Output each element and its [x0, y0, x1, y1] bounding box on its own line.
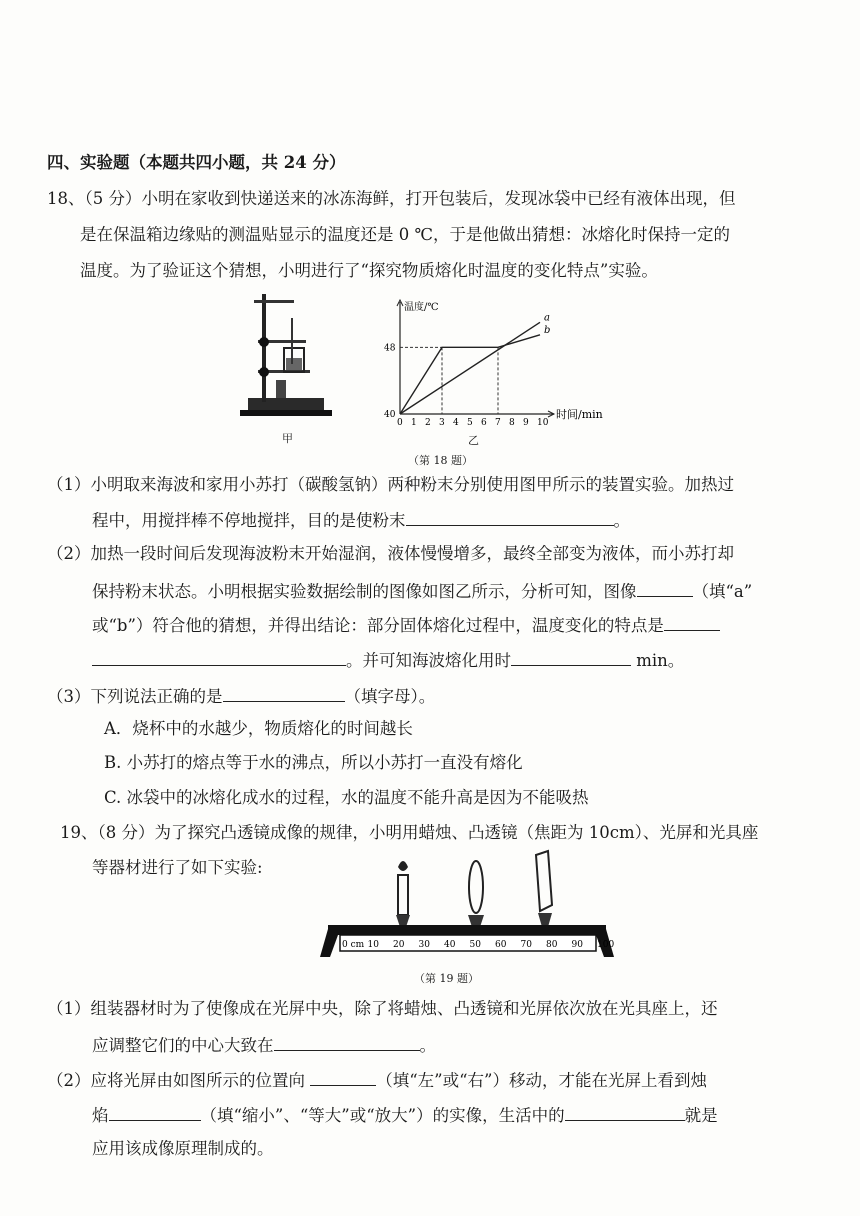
q19-caption: （第 19 题）	[414, 972, 479, 985]
ruler-label: 100	[597, 940, 614, 950]
answer-blank-8[interactable]	[310, 1069, 376, 1086]
q18-part2-line1: （2）加热一段时间后发现海波粉末开始湿润，液体慢慢增多，最终全部变为液体，而小苏打却	[47, 544, 734, 563]
q19-part2-line2: 焰 （填“缩小”、“等大”或“放大”）的实像，生活中的 就是	[92, 1106, 718, 1125]
x-tick-label: 7	[495, 418, 501, 428]
x-tick-label: 9	[523, 418, 529, 428]
q19-part2-line1: （2）应将光屏由如图所示的位置向 （填“左”或“右”）移动，才能在光屏上看到烛	[47, 1071, 707, 1090]
section-heading: 四、实验题（本题共四小题，共 24 分）	[47, 153, 346, 172]
x-tick-label: 8	[509, 418, 515, 428]
q19-part1-line1: （1）组装器材时为了使像成在光屏中央，除了将蜡烛、凸透镜和光屏依次放在光具座上，还	[47, 999, 718, 1018]
answer-blank-1[interactable]	[406, 509, 614, 526]
y-axis-label: 温度/℃	[404, 302, 439, 313]
y-tick-label: 48	[384, 343, 396, 354]
q18-part2-line2: 保持粉末状态。小明根据实验数据绘制的图像如图乙所示，分析可知，图像 （填“a”	[92, 582, 753, 601]
q18-part1-line1: （1）小明取来海波和家用小苏打（碳酸氢钠）两种粉末分别使用图甲所示的装置实验。加热过	[47, 475, 734, 494]
candle-icon	[398, 875, 408, 915]
fig-jia-label: 甲	[282, 432, 293, 445]
answer-blank-3[interactable]	[664, 614, 720, 631]
x-tick-label: 1	[411, 418, 417, 428]
x-tick-label: 4	[453, 418, 459, 428]
q18-line-1: 18、（5 分）小明在家收到快递送来的冰冻海鲜，打开包装后，发现冰袋中已经有液体出现，但	[47, 189, 736, 208]
answer-blank-9[interactable]	[109, 1104, 201, 1121]
x-tick-label: 6	[481, 418, 487, 428]
ruler-label: 0 cm	[342, 940, 365, 950]
series-label-a: a	[544, 312, 550, 324]
series-label-b: b	[544, 324, 551, 336]
option-b: B. 小苏打的熔点等于水的沸点，所以小苏打一直没有熔化	[104, 753, 523, 772]
x-tick-label: 0	[397, 418, 403, 428]
ruler-label: 70	[520, 940, 532, 950]
ruler-label: 40	[444, 940, 456, 950]
q18-part2-line4: 。并可知海波熔化用时 min。	[92, 649, 684, 671]
q19-line-1: 19、（8 分）为了探究凸透镜成像的规律，小明用蜡烛、凸透镜（焦距为 10cm）、光屏和光具座	[60, 823, 759, 842]
ruler-label: 20	[393, 940, 405, 950]
candle-flame-icon	[398, 861, 408, 871]
answer-blank-5[interactable]	[511, 649, 631, 666]
fig-yi-label: 乙	[468, 434, 479, 447]
x-tick-label: 5	[467, 418, 473, 428]
ruler-label: 30	[418, 940, 430, 950]
answer-blank-4[interactable]	[92, 649, 346, 666]
convex-lens-icon	[469, 861, 483, 913]
option-c: C. 冰袋中的冰熔化成水的过程，水的温度不能升高是因为不能吸热	[104, 788, 589, 807]
x-tick-label: 3	[439, 418, 445, 428]
heating-apparatus-figure	[240, 288, 340, 448]
answer-blank-2[interactable]	[637, 580, 693, 597]
x-tick-label: 10	[537, 418, 549, 428]
ruler-label: 80	[546, 940, 558, 950]
q19-part1-line2: 应调整它们的中心大致在 。	[92, 1036, 436, 1055]
optical-bench-figure	[318, 845, 614, 965]
option-a: A．烧杯中的水越少，物质熔化的时间越长	[104, 719, 413, 738]
q18-line-2: 是在保温箱边缘贴的测温贴显示的温度还是 0 ℃，于是他做出猜想：冰熔化时保持一定的	[80, 225, 730, 244]
ruler-label: 10	[367, 940, 379, 950]
answer-blank-7[interactable]	[274, 1034, 420, 1051]
q18-part2-line3: 或“b”）符合他的猜想，并得出结论：部分固体熔化过程中，温度变化的特点是	[92, 614, 720, 636]
ruler-label: 50	[469, 940, 481, 950]
x-axis-label: 时间/min	[556, 408, 603, 421]
q19-part2-line3: 应用该成像原理制成的。	[92, 1139, 274, 1158]
q18-part1-line2: 程中，用搅拌棒不停地搅拌，目的是使粉末 。	[92, 511, 630, 530]
series-line-b	[400, 335, 540, 414]
answer-blank-10[interactable]	[565, 1104, 685, 1121]
y-tick-label: 40	[384, 410, 396, 420]
ruler-label: 90	[571, 940, 583, 950]
q18-caption: （第 18 题）	[408, 454, 473, 467]
melting-chart	[362, 296, 612, 446]
q18-line-3: 温度。为了验证这个猜想，小明进行了“探究物质熔化时温度的变化特点”实验。	[80, 261, 658, 280]
x-tick-label: 2	[425, 418, 431, 428]
series-line-a	[400, 322, 540, 414]
answer-blank-6[interactable]	[223, 685, 345, 702]
q18-part3-question: （3）下列说法正确的是 （填字母）。	[47, 687, 436, 706]
ruler-label: 60	[495, 940, 507, 950]
q19-line-2: 等器材进行了如下实验:	[92, 858, 263, 877]
light-screen-icon	[536, 851, 552, 911]
